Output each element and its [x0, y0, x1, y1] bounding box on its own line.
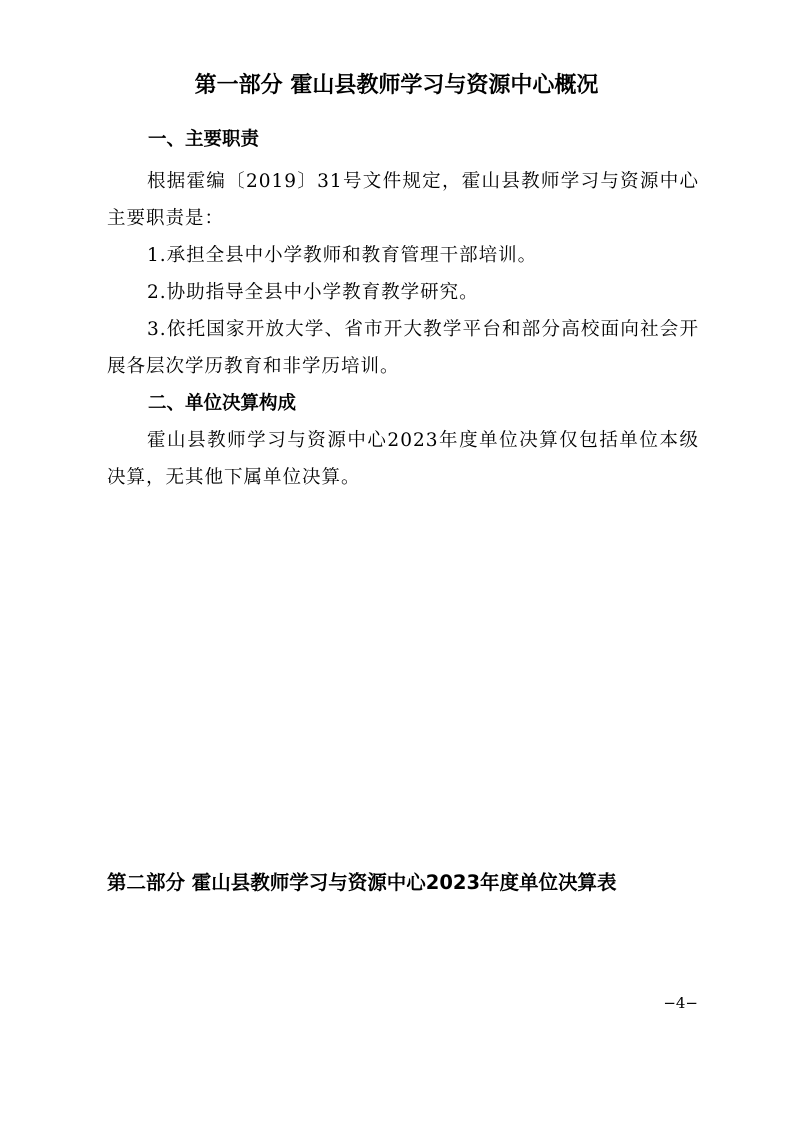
section1-heading: 一、主要职责 [148, 129, 260, 150]
part2-title: 第二部分 霍山县教师学习与资源中心2023年度单位决算表 [107, 871, 617, 894]
section2-body: 霍山县教师学习与资源中心2023年度单位决算仅包括单位本级决算，无其他下属单位决算。 [107, 430, 699, 488]
part1-title: 第一部分 霍山县教师学习与资源中心概况 [194, 73, 599, 98]
section1-intro: 根据霍编〔2019〕31号文件规定，霍山县教师学习与资源中心主要职责是： [107, 171, 699, 229]
duty-item-3: 3.依托国家开放大学、省市开大教学平台和部分高校面向社会开展各层次学历教育和非学历培训。 [107, 319, 699, 377]
page-number: −4− [663, 994, 698, 1012]
duty-item-2: 2.协助指导全县中小学教育教学研究。 [147, 282, 479, 303]
section2-heading: 二、单位决算构成 [148, 393, 297, 414]
duty-item-1: 1.承担全县中小学教师和教育管理干部培训。 [147, 245, 538, 266]
